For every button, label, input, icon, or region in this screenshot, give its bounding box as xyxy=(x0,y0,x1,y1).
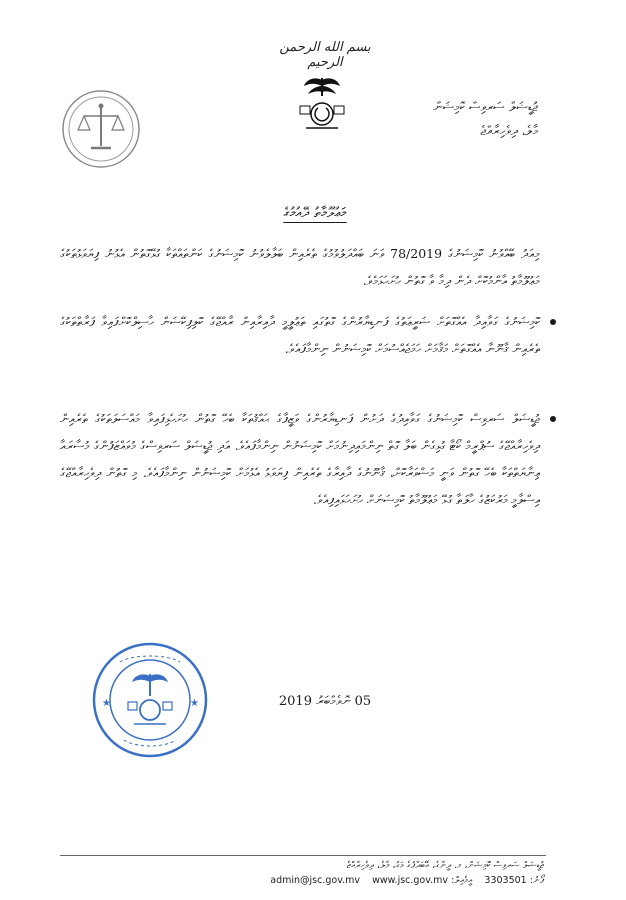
organization-location: މާލެ، ދިވެހިރާއްޖެ xyxy=(480,124,538,139)
email-label: އީމެއިލް: xyxy=(451,875,473,886)
letter-date: 05 ނޮވެމްބަރު 2019 xyxy=(278,694,372,709)
bullet-icon xyxy=(550,319,556,325)
bullet-item-1 xyxy=(60,308,556,362)
jsc-scales-seal-icon xyxy=(60,88,142,170)
email-link[interactable]: admin@jsc.gov.mv xyxy=(270,875,361,886)
organization-name: ޖުޑީޝަލް ސަރވިސް ކޮމިޝަން xyxy=(433,100,538,115)
svg-text:★: ★ xyxy=(102,698,111,709)
phone-label: ފޯނު: xyxy=(529,875,544,886)
footer-address: ޖުޑީޝަލް ސަރވިސް ކޮމިޝަން، މ. ދީނާގެ، އޭބަދާފުގެ މަގު، މާލެ، ދިވެހިރާއްޖެ xyxy=(346,860,544,871)
bullet-icon xyxy=(550,416,556,422)
bullet-text-2: ޖުޑީޝަލް ސަރވިސް ކޮމިޝަނުގެ ގަވާއިދުގެ ދަށުން ފަނޑިޔާރުންގެ ވަޒީފާގެ ޙައްޤުތަކާ ބެހޭ ގޮތުން ހުށަހެޅިފައިވާ މައްސަލަތަކުގެ ތެރެއިން ދިވެހިރާއްޖޭގެ ސުޕްރީމް ކޯޓާ ގުޅިގެން ބަލާ ގޮތް ނިންމައިދިނުމަށް ކޮމިޝަނުން ނިންމާފައެވެ. އަދި ޖުޑީޝަލް ސަރވިސްގެ މުވައްޒަފުންގެ މުސާރައާ ޢިނާޔަތްތަކާ ބެހޭ ގޮތުން ވަނީ މަޝްވަރާކޮށް، ޤާނޫނުގެ ދާއިރާގެ ތެރެއިން ފިޔަވަޅު އެޅުމަށް ކޮމިޝަނުން ނިންމާފައެވެ. މި ގޮތުން ދިވެހިރާއްޖޭގެ އިސްލާމީ މަރުކަޒުގެ ހާލަތާ ގުޅޭ މަޢުލޫމާތު ކޮމިޝަނަށް ހުށަހަޅައިފިއެވެ. xyxy=(60,411,540,507)
bismillah-calligraphy: بسم الله الرحمن الرحيم xyxy=(279,40,371,70)
svg-text:★: ★ xyxy=(190,698,199,709)
document-title: މަޢުލޫމާތު ދޭއުމުގެ xyxy=(283,205,347,221)
footer xyxy=(60,858,544,888)
footer-divider xyxy=(60,855,546,856)
footer-contact-row xyxy=(60,873,544,888)
organization-header xyxy=(338,96,538,144)
official-stamp-icon xyxy=(90,640,210,760)
bullet-item-2 xyxy=(60,405,556,513)
website-link[interactable]: www.jsc.gov.mv xyxy=(372,875,449,886)
bullet-text-1: ކޮމިޝަނުގެ ގަވާއިދާ އެއްގޮތަށް ޝަރީޢަތުގެ ފަނޑިޔާރުންގެ ގޮތުގައި ތަޢުލީމީ ދާއިރާއިން ރާއްޖޭގެ ކޮލިފިކޭޝަން ހާސިލްކޮށްފައިވާ ފަރާތްތަކުގެ ތެރެއިން ޤާނޫނާ އެއްގޮތަށް މަޤާމަށް ހަމަޖެއްސުމަށް ކޮމިޝަނުން ނިންމާފައެވެ. xyxy=(60,314,540,356)
phone-number[interactable]: 3303501 xyxy=(484,875,527,886)
intro-paragraph: މިއަދު ބޭއްވުނު ކޮމިޝަނުގެ 78/2019 ވަނަ ބައްދަލުވުމުގެ ތެރެއިން ބަލާލެވުނު ކޮމިޝަނުގެ ކަންތައްތަކާ ގުޅޭގޮތުން އެޅުނު ފިޔަވަޅުތަކުގެ މަޢުލޫމާތު އާންމުކޮށް ދެން ދިމާ ވާ ގޮތުން ހުށަހަޅަމެވެ. xyxy=(60,246,540,288)
